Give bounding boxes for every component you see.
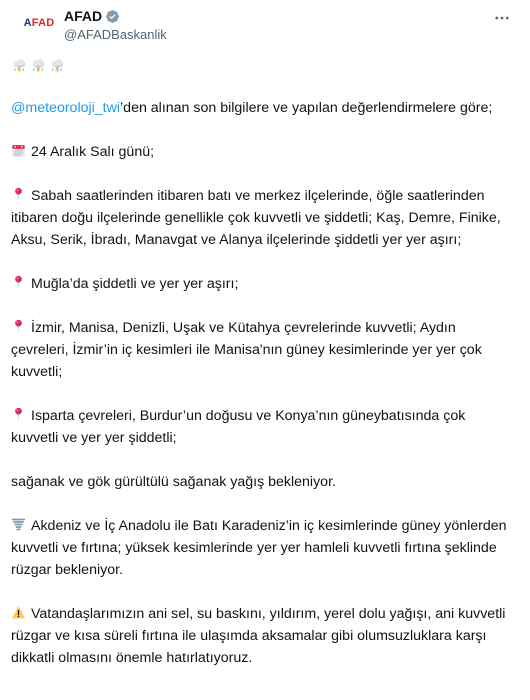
thunder-cloud-rain-icon (30, 58, 47, 75)
tweet-text (11, 58, 516, 669)
tweet-header (11, 0, 530, 50)
avatar[interactable] (22, 6, 56, 40)
more-horizontal-icon (493, 9, 511, 27)
mention-link[interactable]: @meteoroloji_twi (11, 100, 121, 116)
more-options-button[interactable] (488, 6, 516, 30)
pin-icon (11, 407, 26, 422)
wind-paragraph: Akdeniz ve İç Anadolu ile Batı Karadeniz’in iç kesimlerinde güney yönlerden kuvvetli ve fırtına; yüksek kesimlerinde yer yer hamleli kuvvetli fırtına şeklinde rüzgar bekleniyor. (11, 518, 507, 578)
thunder-cloud-rain-icon (49, 58, 66, 75)
region-item-2: Muğla’da şiddetli ve yer yer aşırı; (11, 273, 516, 295)
date-paragraph: 24 Aralık Salı günü; (11, 141, 516, 163)
region-item-4: Isparta çevreleri, Burdur’un doğusu ve Konya’nın güneybatısında çok kuvvetli ve yer yer şiddetli; (11, 408, 466, 446)
pin-icon (11, 275, 26, 290)
region-item-1: Sabah saatlerinden itibaren batı ve merkez ilçelerinde, öğle saatlerinden itibaren doğu ilçelerinde genellikle çok kuvvetli ve şiddetli; Kaş, Demre, Finike, Aksu, Serik, İbradı, Manavgat ve Alanya ilçelerinde şiddetli yer yer aşırı; (11, 188, 501, 248)
summary-paragraph: sağanak ve gök gürültülü sağanak yağış bekleniyor. (11, 474, 336, 490)
pin-icon (11, 187, 26, 202)
author-names (64, 8, 167, 42)
emoji-row (11, 58, 516, 75)
thunder-cloud-rain-icon (11, 58, 28, 75)
intro-paragraph: @meteoroloji_twi’den alınan son bilgilere ve yapılan değerlendirmelere göre; (11, 100, 493, 116)
verified-badge-icon (105, 9, 120, 24)
display-name[interactable]: AFAD (64, 8, 103, 24)
warning-icon (11, 605, 26, 620)
calendar-icon (11, 143, 26, 158)
pin-icon (11, 319, 26, 334)
handle[interactable]: @AFADBaskanlik (64, 27, 167, 42)
avatar-logo: AFAD (23, 17, 55, 29)
tornado-icon (11, 517, 26, 532)
region-item-3: İzmir, Manisa, Denizli, Uşak ve Kütahya çevrelerinde kuvvetli; Aydın çevreleri, İzmir’in iç kesimleri ile Manisa'nın güney kesimlerinde yer yer çok kuvvetli; (11, 320, 482, 380)
warning-paragraph: Vatandaşlarımızın ani sel, su baskını, yıldırım, yerel dolu yağışı, ani kuvvetli rüzgar ve kısa süreli fırtına ile ulaşımda aksamalar gibi olumsuzluklara karşı dikkatli olmasını önemle hatırlatıyoruz. (11, 606, 506, 666)
